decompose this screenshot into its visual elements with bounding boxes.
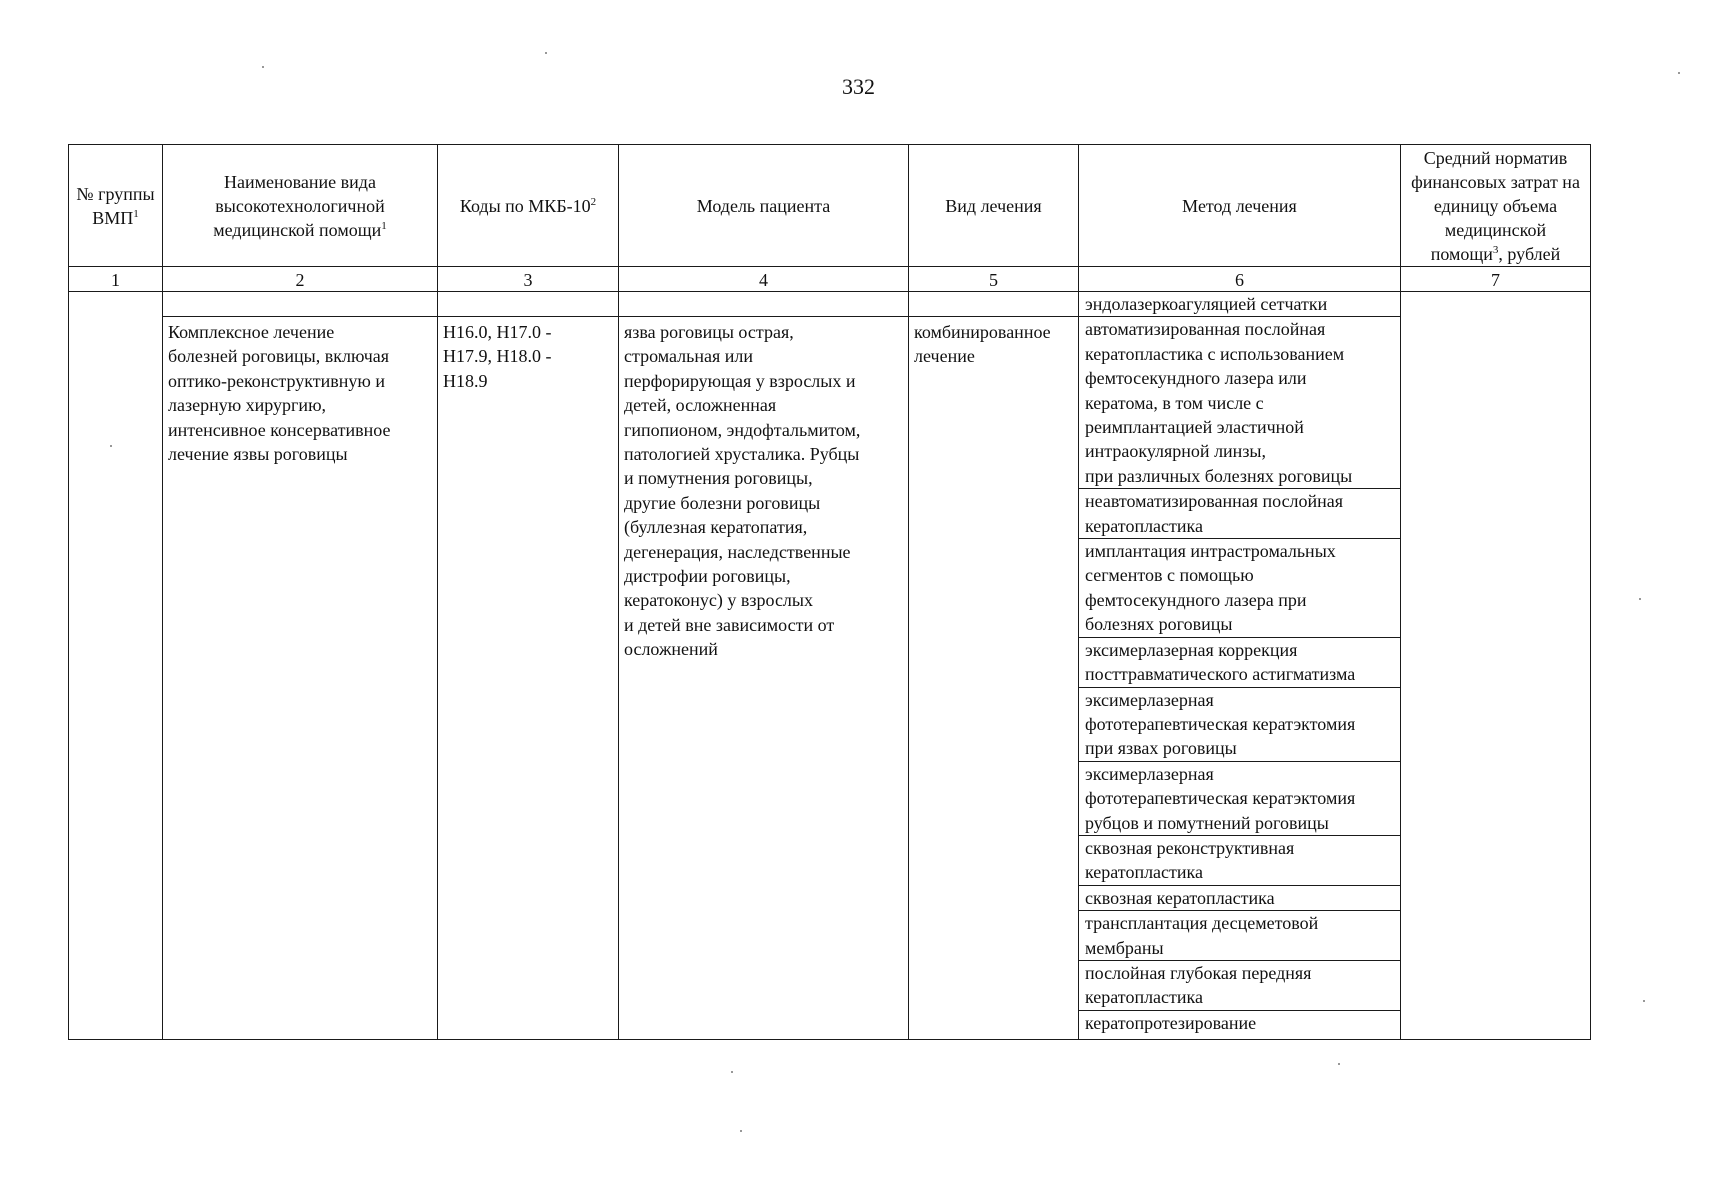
method-item: имплантация интрастромальных сегментов с помощью фемтосекундного лазера при болезнях роговицы bbox=[1079, 539, 1401, 638]
footnote-mark-2: 2 bbox=[590, 196, 597, 208]
column-number-5: 5 bbox=[989, 270, 998, 290]
header-treatment-type-text: Вид лечения bbox=[945, 196, 1042, 216]
header-cost-standard-text: Средний норматив финансовых затрат на единицу объема медицинской помощи bbox=[1411, 148, 1580, 264]
treatment-type-cell: комбинированное лечение bbox=[914, 322, 1051, 367]
method-item: автоматизированная послойная кератопластика с использованием фемтосекундного лазера или кератома, в том числе с реимплантацией эластичной интраокулярной линзы, при различных болезнях роговицы bbox=[1079, 317, 1401, 489]
scan-speck bbox=[1678, 72, 1680, 74]
scan-speck bbox=[740, 1130, 742, 1132]
patient-model-cell: язва роговицы острая, стромальная или перфорирующая у взрослых и детей, осложненная гипопионом, эндофтальмитом, патологией хрусталика. Рубцы и помутнения роговицы, другие болезни роговицы (буллезная кератопатия, дегенерация, наследственные дистрофии роговицы, кератоконус) у взрослых и детей вне зависимости от осложнений bbox=[624, 322, 861, 660]
header-icd-codes-text: Коды по МКБ-10 bbox=[459, 196, 591, 216]
header-cost-standard-unit: , рублей bbox=[1498, 244, 1561, 264]
method-item: эксимерлазерная фототерапевтическая кератэктомия рубцов и помутнений роговицы bbox=[1079, 762, 1401, 836]
header-treatment-type bbox=[909, 145, 1078, 267]
care-type-name-cell: Комплексное лечение болезней роговицы, включая оптико-реконструктивную и лазерную хирургию, интенсивное консервативное лечение язвы роговицы bbox=[168, 322, 391, 465]
column-number-6: 6 bbox=[1235, 270, 1244, 290]
scan-speck bbox=[110, 445, 112, 447]
header-care-type-name bbox=[163, 145, 437, 267]
treatment-methods-list bbox=[1079, 292, 1401, 1035]
scan-speck bbox=[545, 52, 547, 54]
icd-codes-cell: H16.0, H17.0 - H17.9, H18.0 - H18.9 bbox=[443, 322, 552, 391]
scan-speck bbox=[1639, 598, 1641, 600]
method-item: неавтоматизированная послойная кератопластика bbox=[1079, 489, 1401, 539]
scan-speck bbox=[1338, 1063, 1340, 1065]
header-patient-model-text: Модель пациента bbox=[696, 196, 831, 216]
footnote-mark-1: 1 bbox=[133, 208, 139, 220]
header-group-number bbox=[69, 145, 162, 267]
header-cost-standard bbox=[1401, 145, 1590, 267]
scan-speck bbox=[731, 1071, 733, 1073]
header-patient-model bbox=[619, 145, 908, 267]
column-rule-2 bbox=[437, 145, 438, 1039]
method-item: послойная глубокая передняя кератопластика bbox=[1079, 961, 1401, 1011]
header-treatment-method-text: Метод лечения bbox=[1182, 196, 1297, 216]
page-number: 332 bbox=[842, 74, 875, 99]
column-rule-4 bbox=[908, 145, 909, 1039]
method-item: эндолазеркоагуляцией сетчатки bbox=[1079, 292, 1401, 317]
method-item: кератопротезирование bbox=[1085, 1012, 1257, 1033]
column-number-1: 1 bbox=[111, 270, 120, 290]
column-rule-3 bbox=[618, 145, 619, 1039]
method-item: сквозная реконструктивная кератопластика bbox=[1079, 836, 1401, 886]
continuation-row-rule bbox=[163, 316, 1078, 317]
header-treatment-method bbox=[1079, 145, 1400, 267]
column-number-4: 4 bbox=[759, 270, 768, 290]
method-item: сквозная кератопластика bbox=[1079, 886, 1401, 911]
method-item: эксимерлазерная коррекция посттравматического астигматизма bbox=[1079, 638, 1401, 688]
column-rule-1 bbox=[162, 145, 163, 1039]
header-group-number-text: № группы ВМП bbox=[76, 184, 155, 228]
header-care-type-name-text: Наименование вида высокотехнологичной медицинской помощи bbox=[213, 172, 385, 240]
column-number-3: 3 bbox=[523, 270, 533, 290]
scan-speck bbox=[262, 66, 264, 68]
footnote-mark-1b: 1 bbox=[381, 220, 387, 232]
column-number-7: 7 bbox=[1491, 270, 1500, 290]
header-rule bbox=[69, 266, 1590, 267]
method-item: трансплантация десцеметовой мембраны bbox=[1079, 911, 1401, 961]
scan-speck bbox=[1643, 1000, 1645, 1002]
header-icd-codes bbox=[438, 145, 618, 267]
column-number-2: 2 bbox=[295, 270, 305, 290]
footnote-mark-3: 3 bbox=[1492, 244, 1499, 256]
vmp-table bbox=[68, 144, 1591, 1040]
method-item: эксимерлазерная фототерапевтическая кератэктомия при язвах роговицы bbox=[1079, 688, 1401, 762]
